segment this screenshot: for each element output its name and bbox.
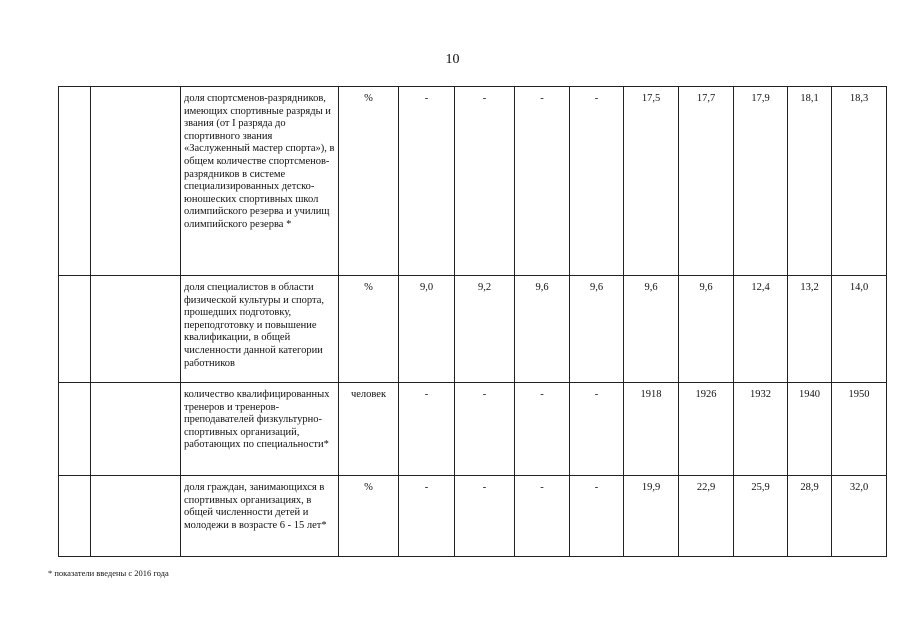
unit-cell: % [339, 476, 399, 557]
value-cell: 9,6 [624, 276, 679, 383]
value-cell: - [399, 476, 455, 557]
value-cell: 9,0 [399, 276, 455, 383]
table-row [59, 383, 887, 476]
value-cell: 22,9 [679, 476, 734, 557]
value-cell: 9,6 [515, 276, 570, 383]
value-cell: 18,1 [788, 87, 832, 276]
value-cell: 9,2 [455, 276, 515, 383]
empty-cell [59, 383, 91, 476]
page-number: 10 [445, 52, 460, 67]
table-row [59, 87, 887, 276]
value-cell: - [399, 87, 455, 276]
value-cell: 17,9 [734, 87, 788, 276]
indicator-cell: количество квалифицированных тренеров и тренеров-преподавателей физкультурно-спортивных организаций, работающих по специальности* [181, 383, 339, 476]
value-cell: 1932 [734, 383, 788, 476]
empty-cell [91, 383, 181, 476]
value-cell: 18,3 [832, 87, 887, 276]
value-cell: - [570, 476, 624, 557]
value-cell: - [399, 383, 455, 476]
unit-cell: % [339, 87, 399, 276]
value-cell: - [455, 383, 515, 476]
value-cell: 1918 [624, 383, 679, 476]
value-cell: 1926 [679, 383, 734, 476]
table-row [59, 476, 887, 557]
footnote: * показатели введены с 2016 года [48, 568, 169, 578]
value-cell: 1940 [788, 383, 832, 476]
value-cell: 17,7 [679, 87, 734, 276]
value-cell: 28,9 [788, 476, 832, 557]
value-cell: - [570, 87, 624, 276]
value-cell: 19,9 [624, 476, 679, 557]
value-cell: 14,0 [832, 276, 887, 383]
table-body [59, 87, 887, 557]
empty-cell [91, 476, 181, 557]
value-cell: - [455, 87, 515, 276]
empty-cell [59, 87, 91, 276]
empty-cell [59, 476, 91, 557]
value-cell: 9,6 [570, 276, 624, 383]
value-cell: 32,0 [832, 476, 887, 557]
indicator-cell: доля спортсменов-разрядников, имеющих спортивные разряды и звания (от I разряда до спортивного звания «Заслуженный мастер спорта»), в общем количестве спортсменов-разрядников в системе специализированных детско-юношеских спортивных школ олимпийского резерва и училищ олимпийского резерва * [181, 87, 339, 276]
value-cell: 25,9 [734, 476, 788, 557]
indicator-cell: доля граждан, занимающихся в спортивных организациях, в общей численности детей и молодежи в возрасте 6 - 15 лет* [181, 476, 339, 557]
value-cell: - [515, 87, 570, 276]
value-cell: 13,2 [788, 276, 832, 383]
indicator-cell: доля специалистов в области физической культуры и спорта, прошедших подготовку, переподготовку и повышение квалификации, в общей численности данной категории работников [181, 276, 339, 383]
empty-cell [91, 87, 181, 276]
unit-cell: % [339, 276, 399, 383]
value-cell: - [515, 476, 570, 557]
value-cell: - [570, 383, 624, 476]
table-row [59, 276, 887, 383]
value-cell: 9,6 [679, 276, 734, 383]
value-cell: 12,4 [734, 276, 788, 383]
value-cell: 1950 [832, 383, 887, 476]
unit-cell: человек [339, 383, 399, 476]
empty-cell [91, 276, 181, 383]
value-cell: 17,5 [624, 87, 679, 276]
empty-cell [59, 276, 91, 383]
value-cell: - [455, 476, 515, 557]
indicators-table [58, 86, 887, 557]
value-cell: - [515, 383, 570, 476]
